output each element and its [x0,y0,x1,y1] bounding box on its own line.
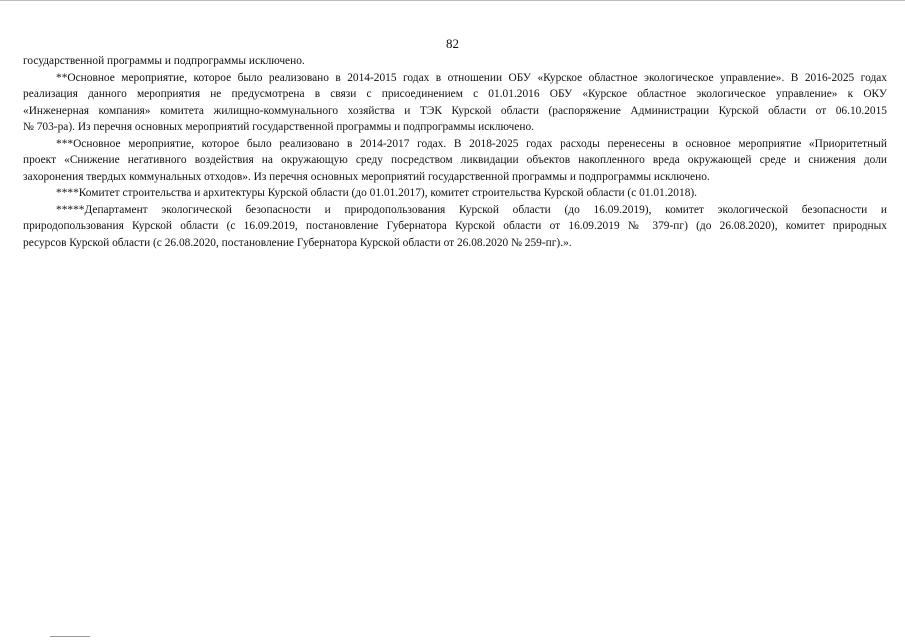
text-line: природопользования Курской области (с 16.09.2019, постановление Губернатора Курской области от 16.09.2019 № 379-пг) (до 26.08.2020), комитет природных [23,220,887,232]
text-line: *****Департамент экологической безопасности и природопользования Курской области (до 16.09.2019), комитет экологической безопасности и [56,203,887,216]
text-line: «Инженерная компания» комитета жилищно-коммунального хозяйства и ТЭК Курской области (распоряжение Администрации Курской области от 06.10.2015 [23,104,887,117]
page-number: 82 [446,36,459,51]
text-line: захоронения твердых коммунальных отходов». Из перечня основных мероприятий государственной программы и подпрограммы исключено. [23,170,710,183]
text-line: проект «Снижение негативного воздействия на окружающую среду посредством ликвидации объектов накопленного вреда окружающей среде и снижения доли [23,154,887,166]
text-line: ***Основное мероприятие, которое было реализовано в 2014-2017 годах. В 2018-2025 годах расходы перенесены в основное мероприятие «Приоритетный [56,137,887,150]
text-line: **Основное мероприятие, которое было реализовано в 2014-2015 годах в отношении ОБУ «Курское областное экологическое управление». В 2016-2025 годах [56,71,887,84]
text-line: ресурсов Курской области (с 26.08.2020, постановление Губернатора Курской области от 26.08.2020 № 259-пг).». [23,236,572,249]
text-line: ****Комитет строительства и архитектуры Курской области (до 01.01.2017), комитет строительства Курской области (с 01.01.2018). [56,187,698,199]
text-line: реализация данного мероприятия не предусмотрена в связи с присоединением с 01.01.2016 ОБУ «Курское областное экологическое управление» к ОКУ [23,88,887,100]
text-line: № 703-ра). Из перечня основных мероприятий государственной программы и подпрограммы исключено. [23,121,534,133]
page-top-border [0,0,905,1]
text-line: государственной программы и подпрограммы исключено. [23,55,305,67]
footnotes-block [23,53,887,251]
scan-artifact-line [50,636,90,637]
